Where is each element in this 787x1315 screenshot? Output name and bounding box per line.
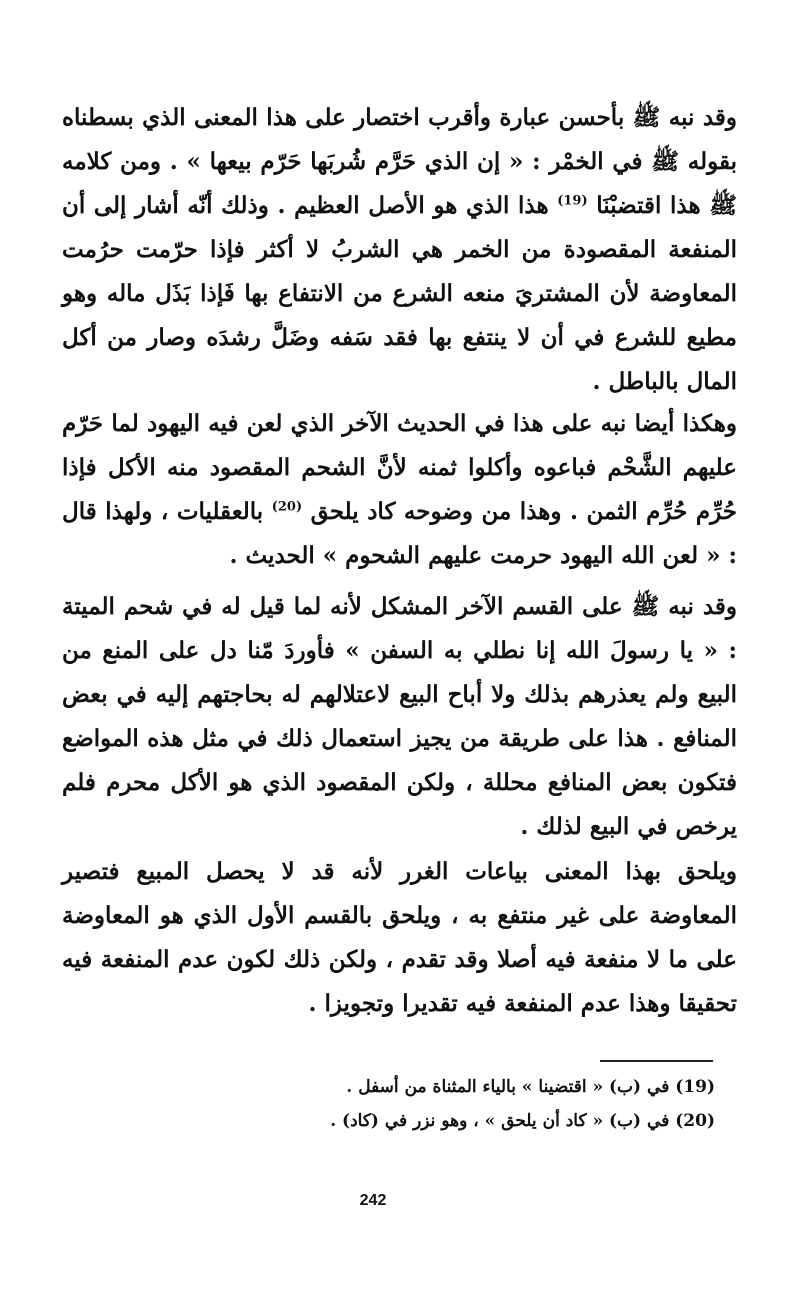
paragraph-1-text-b: هذا الذي هو الأصل العظيم . وذلك أنّه أشار إلى أن المنفعة المقصودة من الخمر هي الشربُ لا أكثر فإذا حرّمت حرُمت المعاوضة لأن المشتريَ منعه الشرع من الانتفاع بها فَإذا بَذَل ماله وهو مطيع للشرع في أن لا ينتفع بها فقد سَفه وضَلَّ رشدَه وصار من أكل المال بالباطل .: [62, 192, 737, 395]
paragraph-2-text-b: بالعقليات ، ولهذا قال : « لعن الله اليهود حرمت عليهم الشحوم » الحديث .: [62, 498, 737, 569]
footnote-19: (19) في (ب) « اقتضينا » بالياء المثناة من أسفل .: [346, 1077, 715, 1097]
paragraph-4: [62, 850, 765, 1026]
footnote-20: (20) في (ب) « كاد أن يلحق » ، وهو نزر في (كاد) .: [330, 1111, 715, 1131]
paragraph-2-text-a: وهكذا أيضا نبه على هذا في الحديث الآخر الذي لعن فيه اليهود لما حَرّم عليهم الشَّحْم فباعوه وأكلوا ثمنه لأنَّ الشحم المقصود منه الأكل فإذا حُرِّم حُرِّم الثمن . وهذا من وضوحه كاد يلحق: [62, 410, 737, 525]
paragraph-1-text-a: وقد نبه ﷺ بأحسن عبارة وأقرب اختصار على هذا المعنى الذي بسطناه بقوله ﷺ في الخمْر : « إن الذي حَرَّم شُربَها حَرّم بيعها » . ومن كلامه ﷺ هذا اقتضبْنَا: [62, 104, 737, 219]
paragraph-3-text: وقد نبه ﷺ على القسم الآخر المشكل لأنه لما قيل له في شحم الميتة : « يا رسولَ الله إنا نطلي به السفن » فأوردَ مّنا دل على المنع من البيع ولم يعذرهم بذلك ولا أباح البيع لاعتلالهم له بحاجتهم إليه في بعض المنافع . هذا على طريقة من يجيز استعمال ذلك في مثل هذه المواضع فتكون بعض المنافع محللة ، ولكن المقصود الذي هو الأكل محرم فلم يرخص في البيع لذلك .: [62, 593, 737, 840]
page-number: 242: [359, 1192, 387, 1209]
footnote-ref-20: (20): [271, 499, 303, 515]
paragraph-2: [62, 402, 765, 578]
paragraph-1: [62, 96, 765, 404]
footnote-divider: [600, 1060, 713, 1062]
footnotes: [150, 1070, 715, 1138]
paragraph-4-text: ويلحق بهذا المعنى بياعات الغرر لأنه قد لا يحصل المبيع فتصير المعاوضة على غير منتفع به ، ويلحق بالقسم الأول الذي هو المعاوضة على ما لا منفعة فيه أصلا وقد تقدم ، ولكن ذلك لكون عدم المنفعة فيه تحقيقا وهذا عدم المنفعة فيه تقديرا وتجويزا .: [62, 858, 737, 1017]
paragraph-3: [62, 585, 765, 849]
footnote-ref-19: (19): [557, 193, 588, 209]
